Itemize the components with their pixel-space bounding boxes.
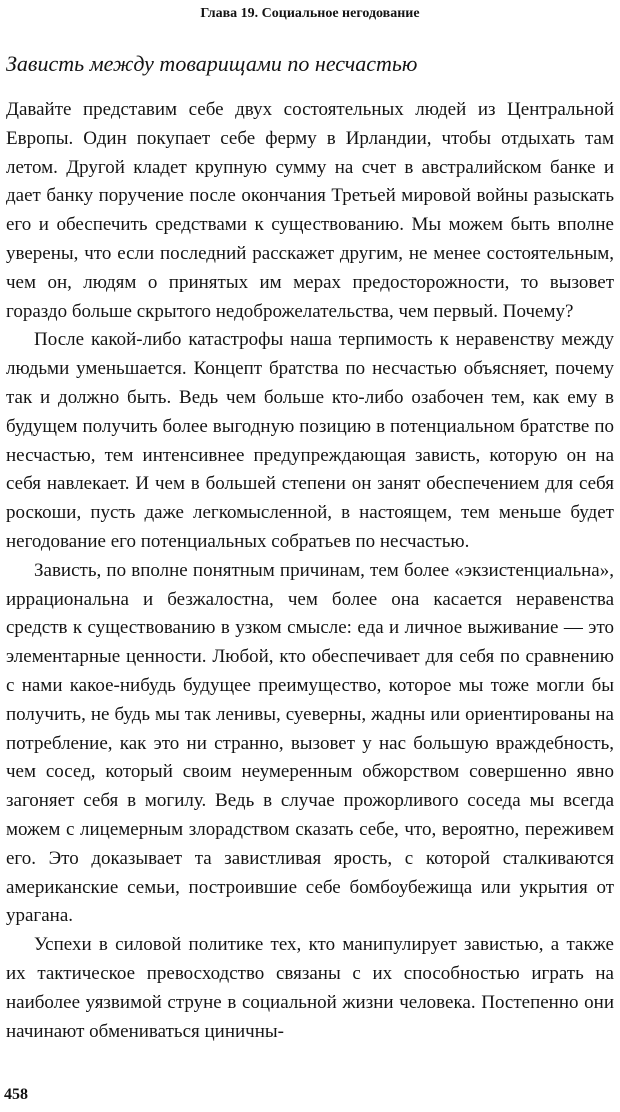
- body-text: [6, 96, 614, 1046]
- paragraph: Давайте представим себе двух состоятельных людей из Центральной Европы. Один покупает себе ферму в Ирландии, чтобы отдыхать там летом. Другой кладет крупную сумму на счет в австралийском банке и дает банку поручение после окончания Третьей мировой войны разыскать его и обеспечить средствами к существованию. Мы можем быть вполне уверены, что если последний расскажет другим, не менее состоятельным, чем он, людям о принятых им мерах предосторожности, то вызовет гораздо больше скрытого недоброжелательства, чем первый. Почему?: [6, 99, 614, 322]
- running-head: Глава 19. Социальное негодование: [200, 6, 420, 21]
- paragraph: Зависть, по вполне понятным причинам, тем более «экзистенциальна», иррациональна и безжалостна, чем более она касается неравенства средств к существованию в узком смысле: еда и личное выживание — это элементарные ценности. Любой, кто обеспечивает для себя по сравнению с нами какое-нибудь будущее преимущество, которое мы тоже могли бы получить, не будь мы так ленивы, суеверны, жадны или ориентированы на потребление, как это ни странно, вызовет у нас большую враждебность, чем сосед, который своим неумеренным обжорством совершенно явно загоняет себя в могилу. Ведь в случае прожорливого соседа мы всегда можем с лицемерным злорадством сказать себе, что, вероятно, переживем его. Это доказывает та завистливая ярость, с которой сталкиваются американские семьи, построившие себе бомбоубежища или укрытия от урагана.: [6, 559, 614, 927]
- paragraph: Успехи в силовой политике тех, кто манипулирует завистью, а также их тактическое превосходство связаны с их способностью играть на наиболее уязвимой струне в социальной жизни человека. Постепенно они начинают обмениваться циничны-: [6, 934, 614, 1042]
- page-number: 458: [4, 1086, 28, 1103]
- section-title: Зависть между товарищами по несчастью: [6, 51, 418, 76]
- paragraph: После какой-либо катастрофы наша терпимость к неравенству между людьми уменьшается. Концепт братства по несчастью объясняет, почему так и должно быть. Ведь чем больше кто-либо озабочен тем, как ему в будущем получить более выгодную позицию в потенциальном братстве по несчастью, тем интенсивнее предупреждающая зависть, которую он на себя навлекает. И чем в большей степени он занят обеспечением для себя роскоши, пусть даже легкомысленной, в настоящем, тем меньше будет негодование его потенциальных собратьев по несчастью.: [6, 329, 614, 552]
